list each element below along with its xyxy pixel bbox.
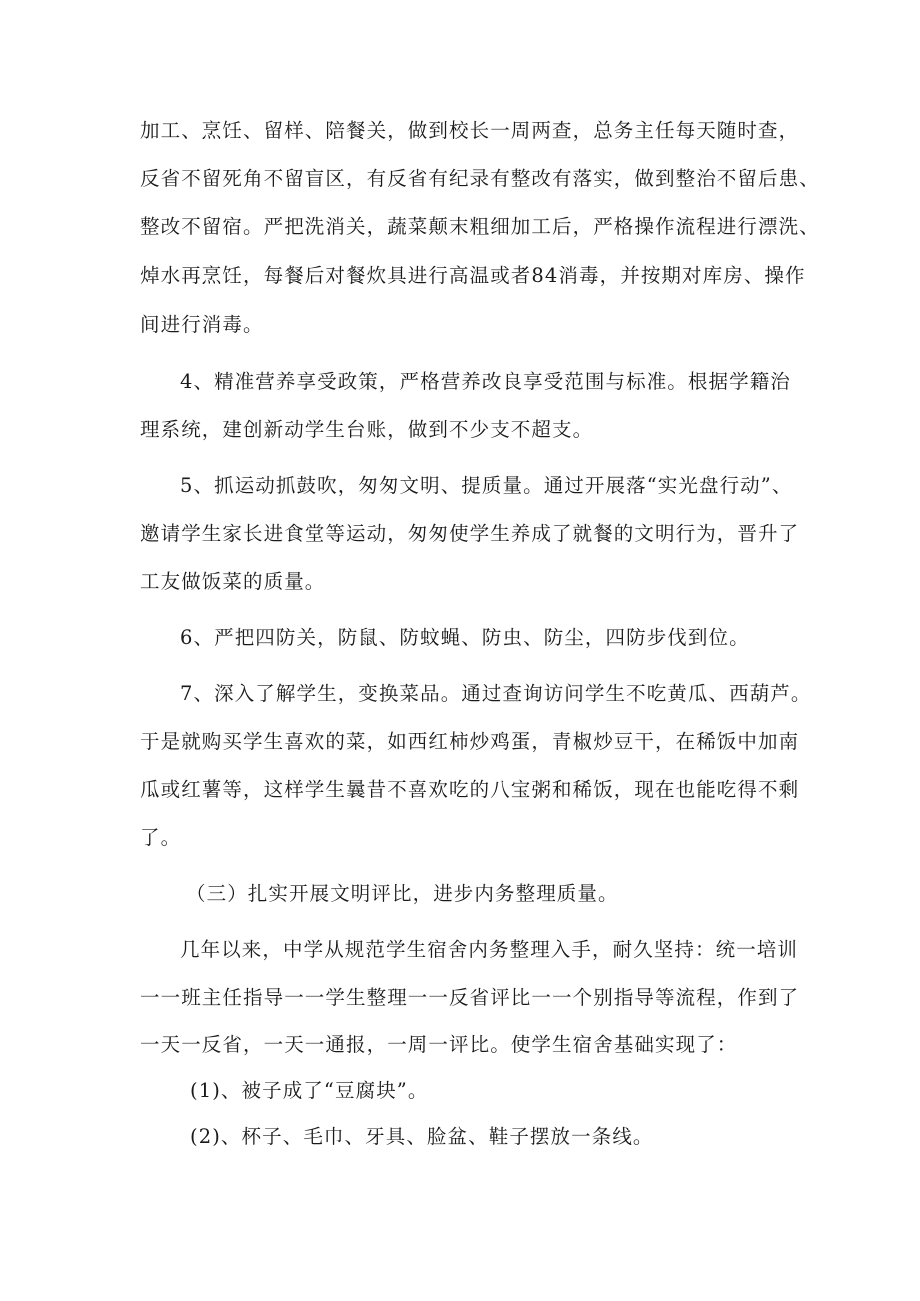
section-heading: （三）扎实开展文明评比，进步内务整理质量。 — [186, 882, 619, 905]
item-7-line-2: 于是就购买学生喜欢的菜，如西红柿炒鸡蛋，青椒炒豆干，在稀饭中加南 — [140, 730, 800, 753]
list-item-2: (2)、杯子、毛巾、牙具、脸盆、鞋子摆放一条线。 — [190, 1125, 654, 1148]
paragraph-line-3: 一天一反省，一天一通报，一周一评比。使学生宿舍基础实现了： — [140, 1033, 738, 1056]
item-6-line-1: 6、严把四防关，防鼠、防蚊蝇、防虫、防尘，四防步伐到位。 — [180, 626, 750, 649]
paragraph-line-2: 一一班主任指导一一学生整理一一反省评比一一个别指导等流程，作到了 — [140, 986, 800, 1009]
item-5-line-3: 工友做饭菜的质量。 — [140, 570, 326, 593]
text-line-1: 加工、烹饪、留样、陪餐关，做到校长一周两查，总务主任每天随时查， — [140, 119, 800, 142]
paragraph-line-1: 几年以来，中学从规范学生宿舍内务整理入手，耐久坚持：统一培训 — [180, 938, 799, 961]
item-4-line-1: 4、精准营养享受政策，严格营养改良享受范围与标准。根据学籍治 — [180, 370, 791, 393]
item-4-line-2: 理系统，建创新动学生台账，做到不少支不超支。 — [140, 418, 594, 441]
item-7-line-4: 了。 — [140, 826, 182, 849]
text-line-3: 整改不留宿。严把洗消关，蔬菜颠末粗细加工后，严格操作流程进行漂洗、 — [140, 215, 820, 238]
text-line-4: 焯水再烹饪，每餐后对餐炊具进行高温或者84消毒，并按期对库房、操作 — [140, 264, 806, 287]
list-item-1: (1)、被子成了“豆腐块”。 — [190, 1079, 429, 1102]
item-7-line-1: 7、深入了解学生，变换菜品。通过查询访问学生不吃黄瓜、西葫芦。 — [180, 682, 812, 705]
item-7-line-3: 瓜或红薯等，这样学生曩昔不喜欢吃的八宝粥和稀饭，现在也能吃得不剩 — [140, 778, 800, 801]
item-5-line-2: 邀请学生家长进食堂等运动，匆匆使学生养成了就餐的文明行为，晋升了 — [140, 522, 800, 545]
text-line-2: 反省不留死角不留盲区，有反省有纪录有整改有落实，做到整治不留后患、 — [140, 167, 820, 190]
text-line-5: 间进行消毒。 — [140, 313, 264, 336]
item-5-line-1: 5、抓运动抓鼓吹，匆匆文明、提质量。通过开展落“实光盘行动”、 — [180, 474, 793, 497]
